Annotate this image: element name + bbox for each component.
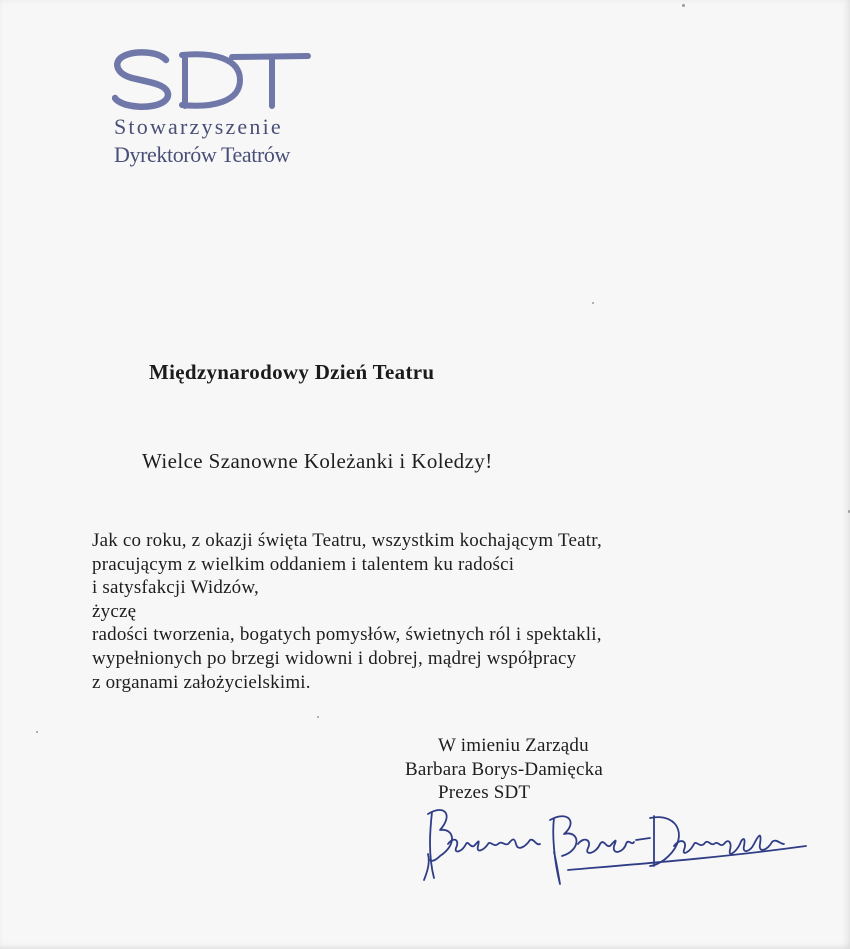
scan-speck xyxy=(682,4,685,7)
org-name-line2: Dyrektorów Teatrów xyxy=(114,142,290,167)
scan-speck xyxy=(592,302,594,304)
body-line: i satysfakcji Widzów, xyxy=(92,577,260,599)
handwritten-signature xyxy=(418,800,818,890)
sdt-logo xyxy=(112,46,322,176)
body-line: Jak co roku, z okazji święta Teatru, wszystkim kochającym Teatr, xyxy=(92,530,602,551)
on-behalf-line: W imieniu Zarządu xyxy=(438,735,589,756)
org-name-line1: Stowarzyszenie xyxy=(114,114,283,139)
body-line: z organami założycielskimi. xyxy=(92,671,311,693)
body-line: życzę xyxy=(92,600,137,622)
letter-body xyxy=(92,529,792,694)
sdt-logo-mark xyxy=(112,46,312,112)
scan-speck xyxy=(36,731,38,733)
body-line: wypełnionych po brzegi widowni i dobrej, mądrej współpracy xyxy=(92,647,577,669)
letter-heading: Międzynarodowy Dzień Teatru xyxy=(149,360,435,384)
signature-block xyxy=(405,734,603,805)
body-line: radości tworzenia, bogatych pomysłów, świetnych ról i spektakli, xyxy=(92,624,602,646)
body-line: pracującym z wielkim oddaniem i talentem ku radości xyxy=(92,553,515,575)
scan-speck xyxy=(317,716,319,718)
letter-greeting: Wielce Szanowne Koleżanki i Koledzy! xyxy=(142,449,493,473)
signer-title: Prezes SDT xyxy=(438,782,531,804)
signer-name: Barbara Borys-Damięcka xyxy=(405,758,604,780)
